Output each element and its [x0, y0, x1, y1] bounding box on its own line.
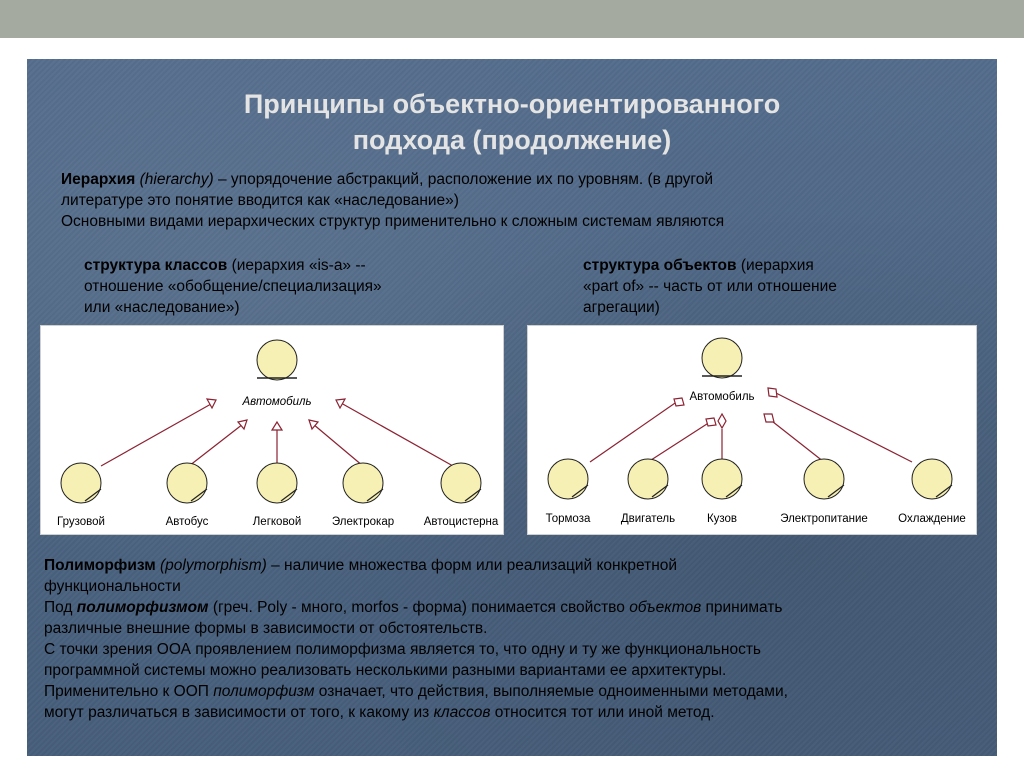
polymorphism-line-4: различные внешние формы в зависимости от обстоятельств.: [44, 620, 488, 637]
object-structure-caption: [583, 255, 837, 318]
polymorphism-line-7a: Применительно к ООП: [44, 683, 214, 700]
class-child-node-3: [253, 463, 302, 528]
class-child-label-1: Грузовой: [57, 516, 105, 528]
object-child-node-2: [621, 459, 675, 525]
polymorphism-line-3c: (греч. Poly - много, morfos - форма) понимается свойство: [208, 599, 630, 616]
class-child-label-3: Легковой: [252, 516, 302, 528]
object-child-label-1: Тормоза: [545, 513, 591, 525]
object-root-label: Автомобиль: [689, 391, 755, 403]
polymorphism-line-3a: Под: [44, 599, 77, 616]
aggregation-diamond-3: [718, 414, 726, 428]
aggregation-link-4: [768, 418, 824, 462]
polymorphism-line-6: программной системы можно реализовать несколькими разными вариантами ее архитектуры.: [44, 662, 727, 679]
class-root-node: [257, 340, 297, 380]
class-child-label-5: Автоцистерна: [423, 516, 499, 528]
inherit-arrow-1: [207, 399, 216, 408]
slide-title: [87, 86, 937, 158]
object-child-label-5: Охлаждение: [898, 513, 966, 525]
inherit-link-1: [101, 404, 211, 466]
class-child-label-2: Автобус: [165, 516, 209, 528]
object-structure-line-2: «part of» -- часть от или отношение: [583, 278, 837, 295]
class-structure-term: структура классов: [84, 257, 228, 274]
hierarchy-line-1: – упорядочение абстракций, расположение их по уровням. (в другой: [213, 171, 714, 188]
aggregation-diamond-4: [764, 414, 774, 422]
class-structure-caption: [84, 255, 382, 318]
inherit-arrow-5: [336, 399, 345, 408]
polymorphism-line-8c: относится тот или иной метод.: [490, 704, 715, 721]
polymorphism-line-8a: могут различаться в зависимости от того, к какому из: [44, 704, 434, 721]
object-root-node: [702, 338, 742, 378]
inherit-link-2: [189, 424, 243, 466]
object-hierarchy-diagram: [527, 325, 977, 535]
object-child-node-5: [898, 459, 966, 525]
object-structure-line-1: (иерархия: [736, 257, 814, 274]
aggregation-diamond-1: [674, 398, 684, 406]
title-line-1: Принципы объектно-ориентированного: [243, 89, 781, 119]
polymorphism-line-3d: объектов: [629, 599, 702, 616]
aggregation-diamond-5: [768, 388, 777, 397]
class-structure-line-3: или «наследование»): [84, 299, 240, 316]
object-child-node-4: [780, 459, 868, 525]
polymorphism-line-7b: полиморфизм: [213, 683, 315, 700]
polymorphism-line-3e: принимать: [701, 599, 783, 616]
polymorphism-term-en: (polymorphism): [159, 557, 267, 574]
class-structure-line-2: отношение «обобщение/специализация»: [84, 278, 382, 295]
inherit-link-4: [313, 424, 363, 466]
class-child-node-5: [424, 463, 499, 528]
polymorphism-line-7c: означает, что действия, выполняемые одноименными методами,: [314, 683, 788, 700]
object-child-label-2: Двигатель: [620, 513, 676, 525]
object-structure-term: структура объектов: [583, 257, 737, 274]
polymorphism-line-3b: полиморфизмом: [76, 599, 209, 616]
class-child-node-2: [166, 463, 209, 528]
class-root-label: Автомобиль: [242, 396, 312, 408]
inherit-arrow-2: [238, 420, 247, 429]
hierarchy-line-2: литературе это понятие вводится как «наследование»): [61, 192, 459, 209]
top-bar: [0, 0, 1024, 38]
class-structure-line-1: (иерархия «is-a» --: [227, 257, 366, 274]
hierarchy-paragraph: [61, 169, 724, 232]
polymorphism-line-8b: классов: [433, 704, 491, 721]
aggregation-link-1: [590, 401, 678, 462]
class-child-node-1: [57, 463, 105, 528]
polymorphism-line-2: функциональности: [44, 578, 181, 595]
aggregation-link-2: [648, 422, 710, 462]
hierarchy-line-3: Основными видами иерархических структур применительно к сложным системам являются: [61, 213, 725, 230]
object-child-node-3: [702, 459, 742, 525]
hierarchy-term-en: (hierarchy): [139, 171, 214, 188]
polymorphism-paragraph: [44, 555, 788, 723]
class-hierarchy-diagram: [40, 325, 504, 535]
polymorphism-line-1: – наличие множества форм или реализаций конкретной: [266, 557, 678, 574]
inherit-arrow-3: [272, 422, 282, 430]
polymorphism-line-5: С точки зрения ООА проявлением полиморфизма является то, что одну и ту же функциональность: [44, 641, 761, 658]
object-child-node-1: [546, 459, 591, 525]
title-line-2: подхода (продолжение): [352, 125, 672, 155]
aggregation-link-5: [774, 392, 912, 462]
slide: [27, 59, 997, 756]
polymorphism-term: Полиморфизм: [44, 557, 156, 574]
object-child-label-4: Электропитание: [780, 513, 868, 525]
inherit-link-5: [341, 403, 453, 466]
class-child-node-4: [332, 463, 394, 528]
aggregation-diamond-2: [706, 418, 716, 426]
hierarchy-term: Иерархия: [61, 171, 136, 188]
object-structure-line-3: агрегации): [583, 299, 660, 316]
object-child-label-3: Кузов: [706, 513, 738, 525]
class-child-label-4: Электрокар: [331, 516, 395, 528]
